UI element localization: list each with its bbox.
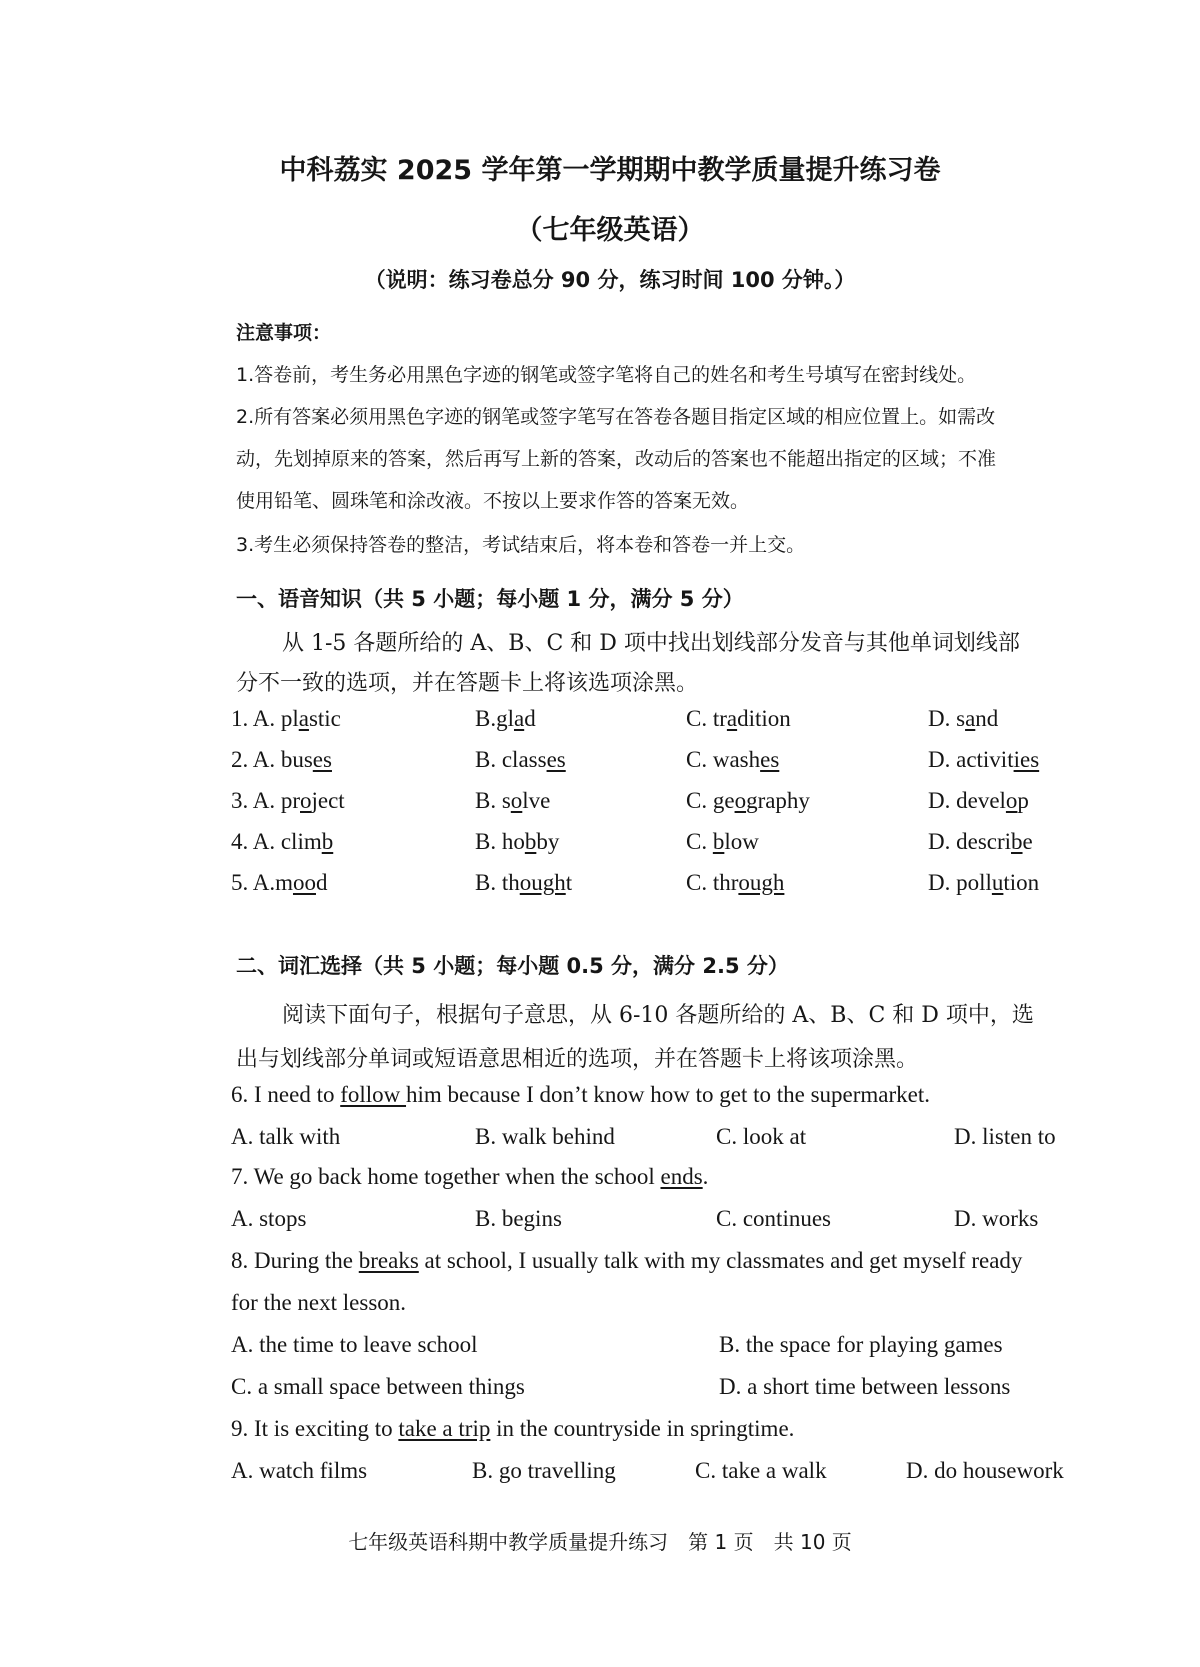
section-2-heading: 二、词汇选择（共 5 小题；每小题 0.5 分，满分 2.5 分） (236, 954, 789, 978)
question-8-continuation: for the next lesson. (231, 1290, 407, 1315)
q2-option-d: D. activities (928, 747, 1040, 772)
notice-item-3: 3.考生必须保持答卷的整洁，考试结束后，将本卷和答卷一并上交。 (236, 534, 806, 556)
q6-option-d: D. listen to (954, 1124, 1056, 1149)
notice-heading: 注意事项： (236, 322, 332, 344)
q9-option-c: C. take a walk (695, 1458, 827, 1483)
q9-option-b: B. go travelling (472, 1458, 616, 1483)
question-7: 7. We go back home together when the school ends. (231, 1164, 709, 1189)
q1-option-b: B.glad (475, 706, 536, 731)
q2-option-c: C. washes (686, 747, 780, 772)
q5-option-a: 5. A.mood (231, 870, 328, 895)
q8-option-a: A. the time to leave school (231, 1332, 478, 1357)
q4-option-b: B. hobby (475, 829, 560, 854)
q2-option-a: 2. A. buses (231, 747, 332, 772)
q6-option-b: B. walk behind (475, 1124, 615, 1149)
notice-item-2-line-3: 使用铅笔、圆珠笔和涂改液。不按以上要求作答的答案无效。 (236, 490, 750, 512)
q3-option-c: C. geography (686, 788, 810, 813)
q1-option-a: 1. A. plastic (231, 706, 341, 731)
section-1-heading: 一、语音知识（共 5 小题；每小题 1 分，满分 5 分） (236, 587, 744, 611)
q4-option-c: C. blow (686, 829, 759, 854)
q7-option-d: D. works (954, 1206, 1039, 1231)
q7-option-a: A. stops (231, 1206, 307, 1231)
q8-option-b: B. the space for playing games (719, 1332, 1003, 1357)
q5-option-b: B. thought (475, 870, 573, 895)
exam-note: （说明：练习卷总分 90 分，练习时间 100 分钟。） (364, 268, 856, 292)
question-6: 6. I need to follow him because I don’t know how to get to the supermarket. (231, 1082, 931, 1107)
q4-option-a: 4. A. climb (231, 829, 334, 854)
q6-option-c: C. look at (716, 1124, 807, 1149)
section-2-instruction-line-2: 出与划线部分单词或短语意思相近的选项，并在答题卡上将该项涂黑。 (236, 1047, 919, 1072)
q4-option-d: D. describe (928, 829, 1033, 854)
q7-option-c: C. continues (716, 1206, 831, 1231)
q1-option-c: C. tradition (686, 706, 791, 731)
q3-option-d: D. develop (928, 788, 1029, 813)
q9-option-d: D. do housework (906, 1458, 1064, 1483)
page-footer: 七年级英语科期中教学质量提升练习 第 1 页 共 10 页 (348, 1530, 852, 1554)
q9-option-a: A. watch films (231, 1458, 368, 1483)
notice-item-1: 1.答卷前，考生务必用黑色字迹的钢笔或签字笔将自己的姓名和考生号填写在密封线处。 (236, 364, 977, 386)
q8-option-c: C. a small space between things (231, 1374, 525, 1399)
q5-option-d: D. pollution (928, 870, 1040, 895)
section-1-instruction-line-2: 分不一致的选项，并在答题卡上将该选项涂黑。 (236, 671, 699, 696)
exam-subtitle: （七年级英语） (515, 215, 705, 246)
notice-item-2-line-1: 2.所有答案必须用黑色字迹的钢笔或签字笔写在答卷各题目指定区域的相应位置上。如需改 (236, 406, 996, 428)
section-2-instruction-line-1: 阅读下面句子，根据句子意思，从 6-10 各题所给的 A、B、C 和 D 项中，选 (282, 1003, 1034, 1028)
q3-option-b: B. solve (475, 788, 551, 813)
question-9: 9. It is exciting to take a trip in the countryside in springtime. (231, 1416, 795, 1441)
q7-option-b: B. begins (475, 1206, 562, 1231)
q6-option-a: A. talk with (231, 1124, 341, 1149)
q5-option-c: C. through (686, 870, 785, 895)
exam-title: 中科荔实 2025 学年第一学期期中教学质量提升练习卷 (279, 155, 941, 186)
q2-option-b: B. classes (475, 747, 566, 772)
q1-option-d: D. sand (928, 706, 999, 731)
section-1-instruction-line-1: 从 1-5 各题所给的 A、B、C 和 D 项中找出划线部分发音与其他单词划线部 (282, 631, 1020, 656)
question-8: 8. During the breaks at school, I usually talk with my classmates and get myself ready (231, 1248, 1023, 1273)
q3-option-a: 3. A. project (231, 788, 345, 813)
notice-item-2-line-2: 动，先划掉原来的答案，然后再写上新的答案，改动后的答案也不能超出指定的区域；不准 (236, 448, 997, 470)
q8-option-d: D. a short time between lessons (719, 1374, 1011, 1399)
